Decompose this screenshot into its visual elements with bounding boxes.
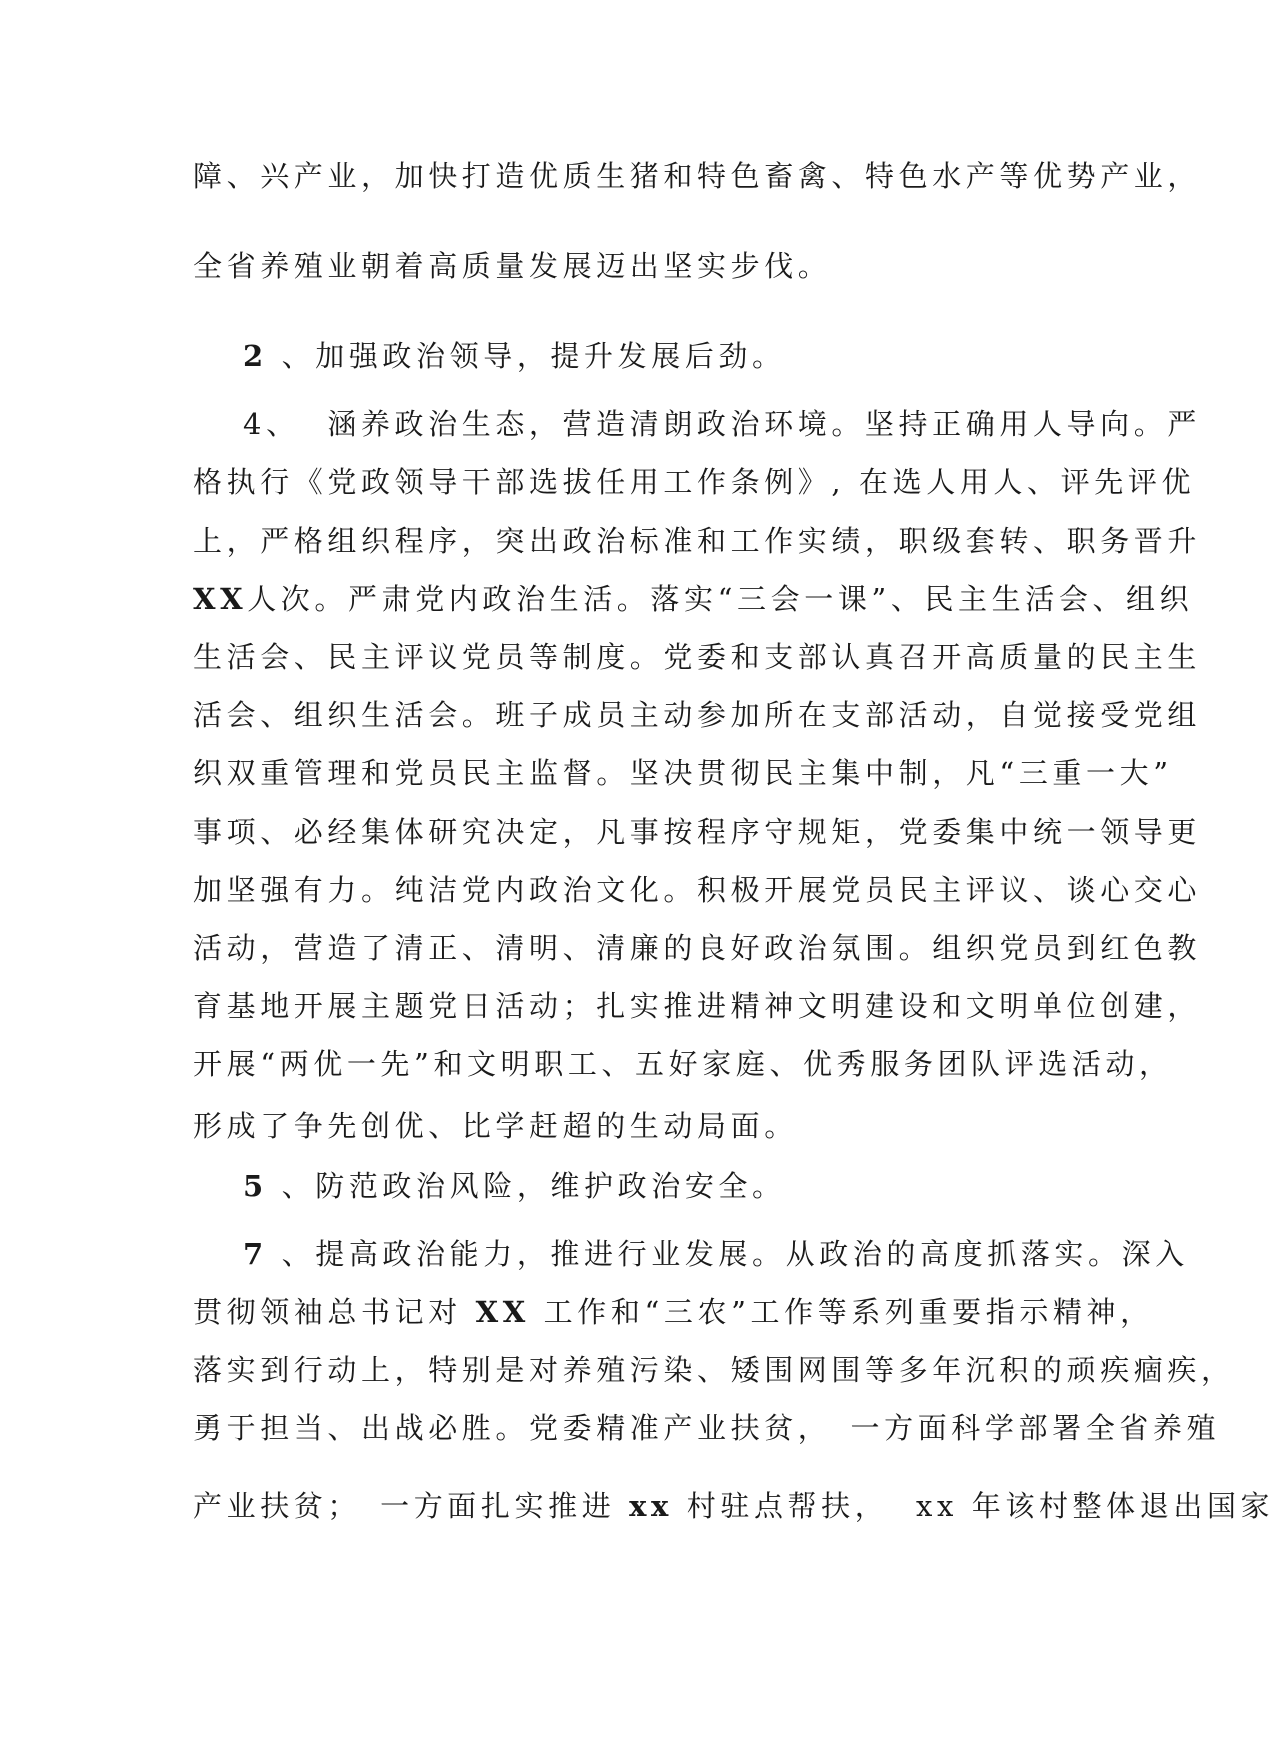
bold-term: XX [475, 1295, 530, 1329]
heading-separator: 、 [266, 407, 300, 441]
section-heading [243, 1169, 786, 1203]
paragraph-text: 村驻点帮扶， [686, 1489, 889, 1523]
paragraph-line: 形成了争先创优、比学赶超的生动局面。 [193, 1109, 798, 1143]
paragraph-text: 产业扶贫； 一方面扎实推进 [193, 1489, 616, 1523]
paragraph-line [193, 1295, 1154, 1329]
paragraph-text: 年该村整体退出国家 [971, 1489, 1274, 1523]
paragraph-text: 工作和“三农”工作等系列重要指示精神， [543, 1295, 1154, 1329]
paragraph-text: 人次。严肃党内政治生活。落实“三会一课”、民主生活会、组织 [247, 582, 1194, 616]
paragraph-line [243, 1237, 1189, 1271]
paragraph-line: 事项、必经集体研究决定，凡事按程序守规矩，党委集中统一领导更 [193, 815, 1202, 849]
bold-term: xx [916, 1489, 958, 1523]
paragraph-line: 开展“两优一先”和文明职工、五好家庭、优秀服务团队评选活动， [193, 1047, 1173, 1081]
heading-separator: 、 [281, 339, 316, 373]
heading-separator: 、 [281, 1169, 316, 1203]
heading-separator: 、 [281, 1237, 316, 1271]
paragraph-line: 障、兴产业，加快打造优质生猪和特色畜禽、特色水产等优势产业， [193, 159, 1202, 193]
heading-text: 加强政治领导，提升发展后劲。 [315, 339, 786, 373]
paragraph-line [193, 582, 1194, 616]
paragraph-line: 育基地开展主题党日活动；扎实推进精神文明建设和文明单位创建， [193, 989, 1202, 1023]
heading-number: 2 [243, 339, 268, 373]
bold-term: xx [629, 1489, 673, 1523]
bold-term: XX [193, 582, 248, 616]
paragraph-line: 加坚强有力。纯洁党内政治文化。积极开展党员民主评议、谈心交心 [193, 873, 1202, 907]
heading-text: 防范政治风险，维护政治安全。 [315, 1169, 786, 1203]
paragraph-line: 活会、组织生活会。班子成员主动参加所在支部活动，自觉接受党组 [193, 698, 1202, 732]
paragraph-text: 贯彻领袖总书记对 [193, 1295, 462, 1329]
paragraph-line: 活动，营造了清正、清明、清廉的良好政治氛围。组织党员到红色教 [193, 931, 1202, 965]
paragraph-line: 全省养殖业朝着高质量发展迈出坚实步伐。 [193, 249, 832, 283]
paragraph-line: 格执行《党政领导干部选拔任用工作条例》, 在选人用人、评先评优 [193, 465, 1196, 499]
paragraph-text: 涵养政治生态，营造清朗政治环境。坚持正确用人导向。严 [327, 407, 1201, 441]
paragraph-line: 生活会、民主评议党员等制度。党委和支部认真召开高质量的民主生 [193, 640, 1202, 674]
section-heading [243, 339, 786, 373]
heading-number: 7 [243, 1237, 268, 1271]
paragraph-line [243, 407, 1201, 441]
paragraph-text: 提高政治能力，推进行业发展。从政治的高度抓落实。深入 [315, 1237, 1189, 1271]
paragraph-line: 勇于担当、出战必胜。党委精准产业扶贫， 一方面科学部署全省养殖 [193, 1411, 1221, 1445]
paragraph-line: 上，严格组织程序，突出政治标准和工作实绩，职级套转、职务晋升 [193, 524, 1202, 558]
paragraph-line [193, 1489, 1274, 1523]
paragraph-line: 织双重管理和党员民主监督。坚决贯彻民主集中制，凡“三重一大” [193, 756, 1173, 790]
paragraph-line: 落实到行动上，特别是对养殖污染、矮围网围等多年沉积的顽疾痼疾， [193, 1353, 1235, 1387]
heading-number: 4 [243, 407, 267, 441]
heading-number: 5 [243, 1169, 268, 1203]
